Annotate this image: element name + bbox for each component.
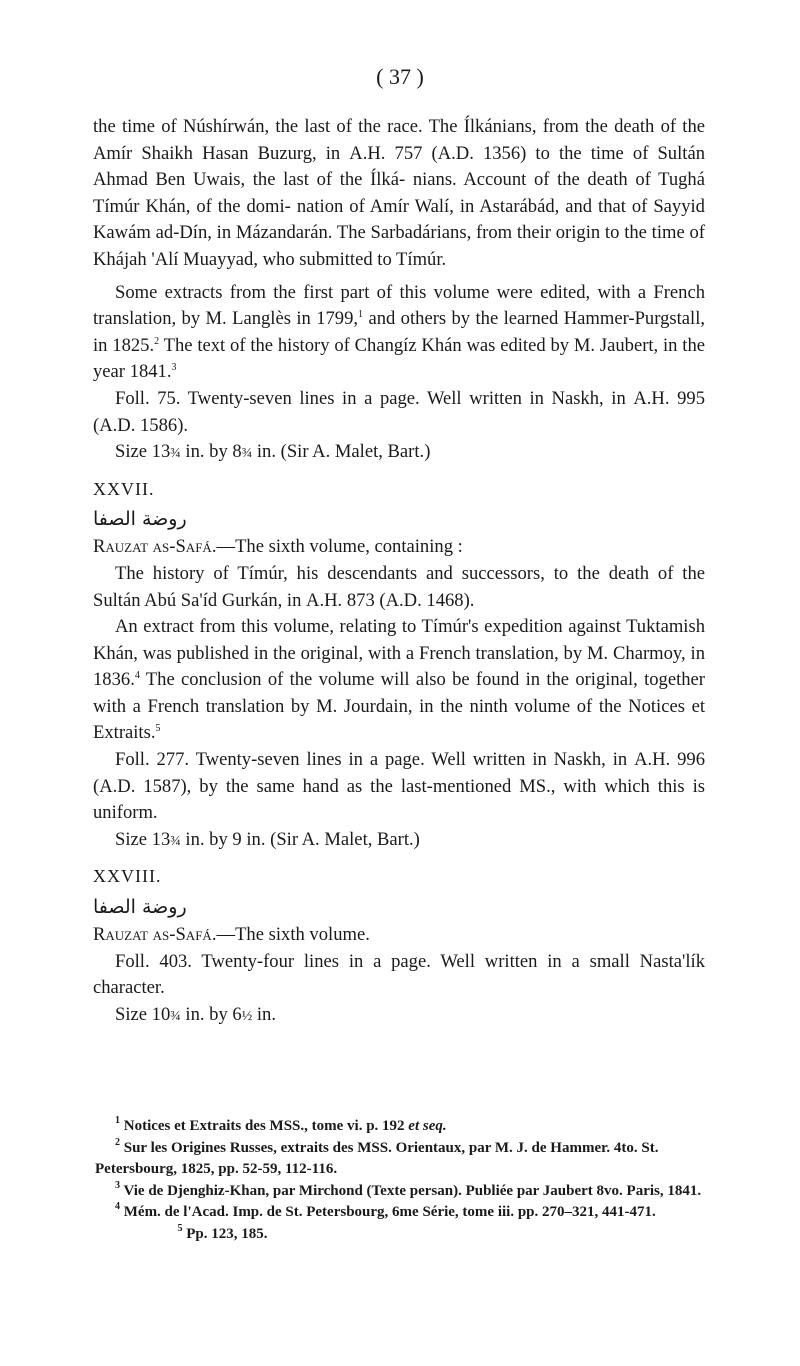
footnote-ref: 1	[358, 309, 364, 321]
page-number: ( 37 )	[376, 64, 424, 89]
arabic-title-xxvii: روضة الصفا	[93, 508, 187, 531]
arabic-title-xxviii: روضة الصفا	[93, 896, 187, 919]
entry-title-xxviii: Rauzat as-Safá.—The sixth volume.	[93, 924, 370, 946]
paragraph-contents-xxvii: The history of Tímúr, his descendants and successors, to the death of the Sultán Abú Sa'íd Gurkán, in A.H. 873 (A.D. 1468).	[93, 562, 705, 611]
paragraph-size-xxvii: Size 13¾ in. by 9 in. (Sir A. Malet, Bart.)	[115, 828, 420, 850]
paragraph-folio-xxvi: Foll. 75. Twenty-seven lines in a page. Well written in Naskh, in A.H. 995 (A.D. 1586).	[93, 387, 706, 436]
footnote-3: $^3$ Vie de Djenghiz-Khan, par Mirchond (Texte persan). Publiée par Jaubert 8vo. Paris, 1841.	[115, 1179, 702, 1199]
footnote-ref: 3	[171, 362, 177, 374]
footnote-ref: 5	[155, 723, 161, 735]
footnote-4: $^4$ Mém. de l'Acad. Imp. de St. Petersbourg, 6me Série, tome iii. pp. 270–321, 441-471. $^5$ Pp. 123, 185.	[95, 1202, 707, 1245]
paragraph-extract-xxvii: An extract from this volume, relating to Tímúr's expedition against Tuktamish Khán, was published in the original, with a French translation, by M. Charmoy, in 1836.$^4$ The conclusion of the volume will also be found in the original, together with a French translation by M. Jourdain, in the ninth volume of the Notices et Extraits.$^5$	[93, 616, 705, 744]
footnote-ref: 2	[154, 335, 160, 347]
paragraph-folio-xxviii: Foll. 403. Twenty-four lines in a page. Well written in a small Nasta'lík character.	[93, 950, 705, 999]
paragraph-size-xxviii: Size 10¾ in. by 6½ in.	[115, 1003, 276, 1025]
footnote-2: $^2$ Sur les Origines Russes, extraits des MSS. Orientaux, par M. J. de Hammer. 4to. St. Petersbourg, 1825, pp. 52-59, 112-116.	[95, 1136, 659, 1177]
paragraph-continuation: the time of Núshírwán, the last of the race. The Ílkánians, from the death of the Amír Shaikh Hasan Buzurg, in A.H. 757 (A.D. 1356) to the time of Sultán Ahmad Ben Uwais, the last of the Ílká- nians. Account of the death of Tughá Tímúr Khán, of the domi- nation of Amír Walí, in Astarábád, and that of Sayyid Kawám ad-Dín, in Mázandarán. The Sarbadárians, from their origin to the time of Khájah 'Alí Muayyad, who submitted to Tímúr.	[93, 116, 705, 270]
paragraph-folio-xxvii: Foll. 277. Twenty-seven lines in a page. Well written in Naskh, in A.H. 996 (A.D. 1587), by the same hand as the last-mentioned MS., with which this is uniform.	[93, 749, 705, 824]
footnote-ref: 4	[134, 670, 140, 682]
body-text	[93, 114, 705, 1030]
footnotes	[95, 1116, 707, 1245]
paragraph-size-xxvi: Size 13¾ in. by 8¾ in. (Sir A. Malet, Bart.)	[115, 441, 431, 463]
paragraph-editions: Some extracts from the first part of this volume were edited, with a French translation, by M. Langlès in 1799,$^1$ and others by the learned Hammer-Purgstall, in 1825.$^2$ The text of the history of Changíz Khán was edited by M. Jaubert, in the year 1841.$^3$	[93, 281, 706, 383]
entry-title-xxvii: Rauzat as-Safá.—The sixth volume, containing :	[93, 536, 463, 558]
footnote-1: $^1$ Notices et Extraits des MSS., tome vi. p. 192 et seq.	[115, 1115, 447, 1134]
section-heading-xxviii: XXVIII.	[93, 866, 162, 887]
footnote-5: $^5$ Pp. 123, 185.	[177, 1222, 268, 1242]
section-heading-xxvii: XXVII.	[93, 478, 155, 499]
